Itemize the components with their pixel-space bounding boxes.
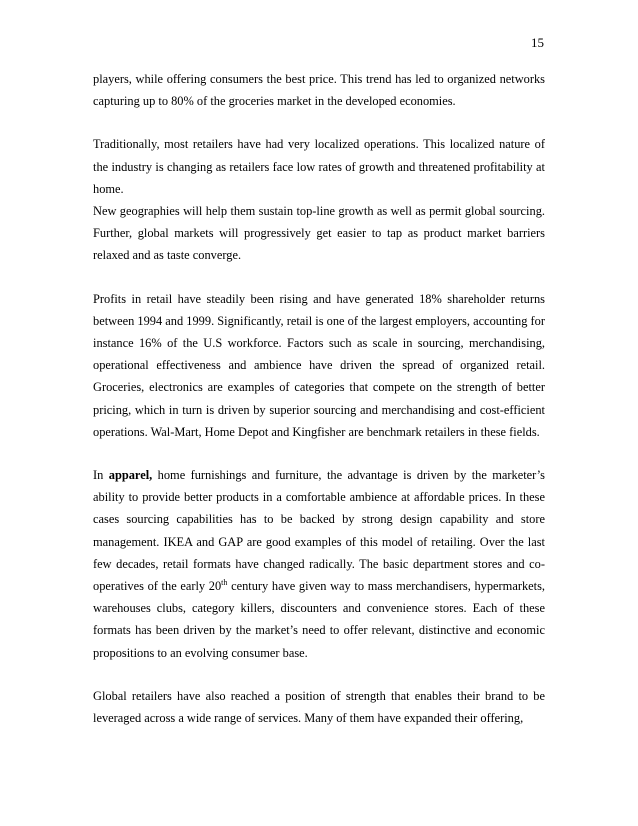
paragraph-localized-operations: Traditionally, most retailers have had very localized operations. This localized nature of the industry is changing as retailers face low rates of growth and threatened profitability at home. (93, 137, 545, 196)
paragraph-global-retailers: Global retailers have also reached a position of strength that enables their brand to be leveraged across a wide range of services. Many of them have expanded their offering, (93, 688, 545, 726)
apparel-text-part1: home furnishings and furniture, the advantage is driven by the marketer’s ability to provide better products in a comfortable ambience at affordable prices. In these cases sourcing capabilities has to be backed by strong design capability and store management. IKEA and GAP are good examples of this model of retailing. Over the last few decades, retail formats have changed radically. The basic department stores and co-operatives of the early 20 (93, 468, 545, 594)
paragraph-organized-networks: players, while offering consumers the best price. This trend has led to organized networks capturing up to 80% of the groceries market in the developed economies. (93, 72, 545, 109)
apparel-lead-text: In (93, 468, 109, 483)
paragraph-new-geographies: New geographies will help them sustain top-line growth as well as permit global sourcing. Further, global markets will progressively get easier to tap as product market barriers relaxed and as taste converge. (93, 204, 545, 263)
page-body (93, 68, 545, 729)
page-number: 15 (531, 35, 544, 50)
paragraph-apparel-formats (93, 464, 545, 664)
apparel-bold-word: apparel, (108, 468, 153, 483)
apparel-text-part2: century have given way to mass merchandisers, hypermarkets, warehouses clubs, category killers, discounters and convenience stores. Each of these formats has been driven by the market’s need to offer relevant, distinctive and economic propositions to an evolving consumer base. (93, 579, 546, 660)
ordinal-superscript: th (221, 578, 228, 588)
paragraph-retail-profits: Profits in retail have steadily been rising and have generated 18% shareholder returns between 1994 and 1999. Significantly, retail is one of the largest employers, accounting for instance 16% of the U.S workforce. Factors such as scale in sourcing, merchandising, operational effectiveness and ambience have driven the spread of organized retail. Groceries, electronics are examples of categories that compete on the strength of better pricing, which in turn is driven by superior sourcing and merchandising and cost-efficient operations. Wal-Mart, Home Depot and Kingfisher are benchmark retailers in these fields. (93, 291, 545, 439)
